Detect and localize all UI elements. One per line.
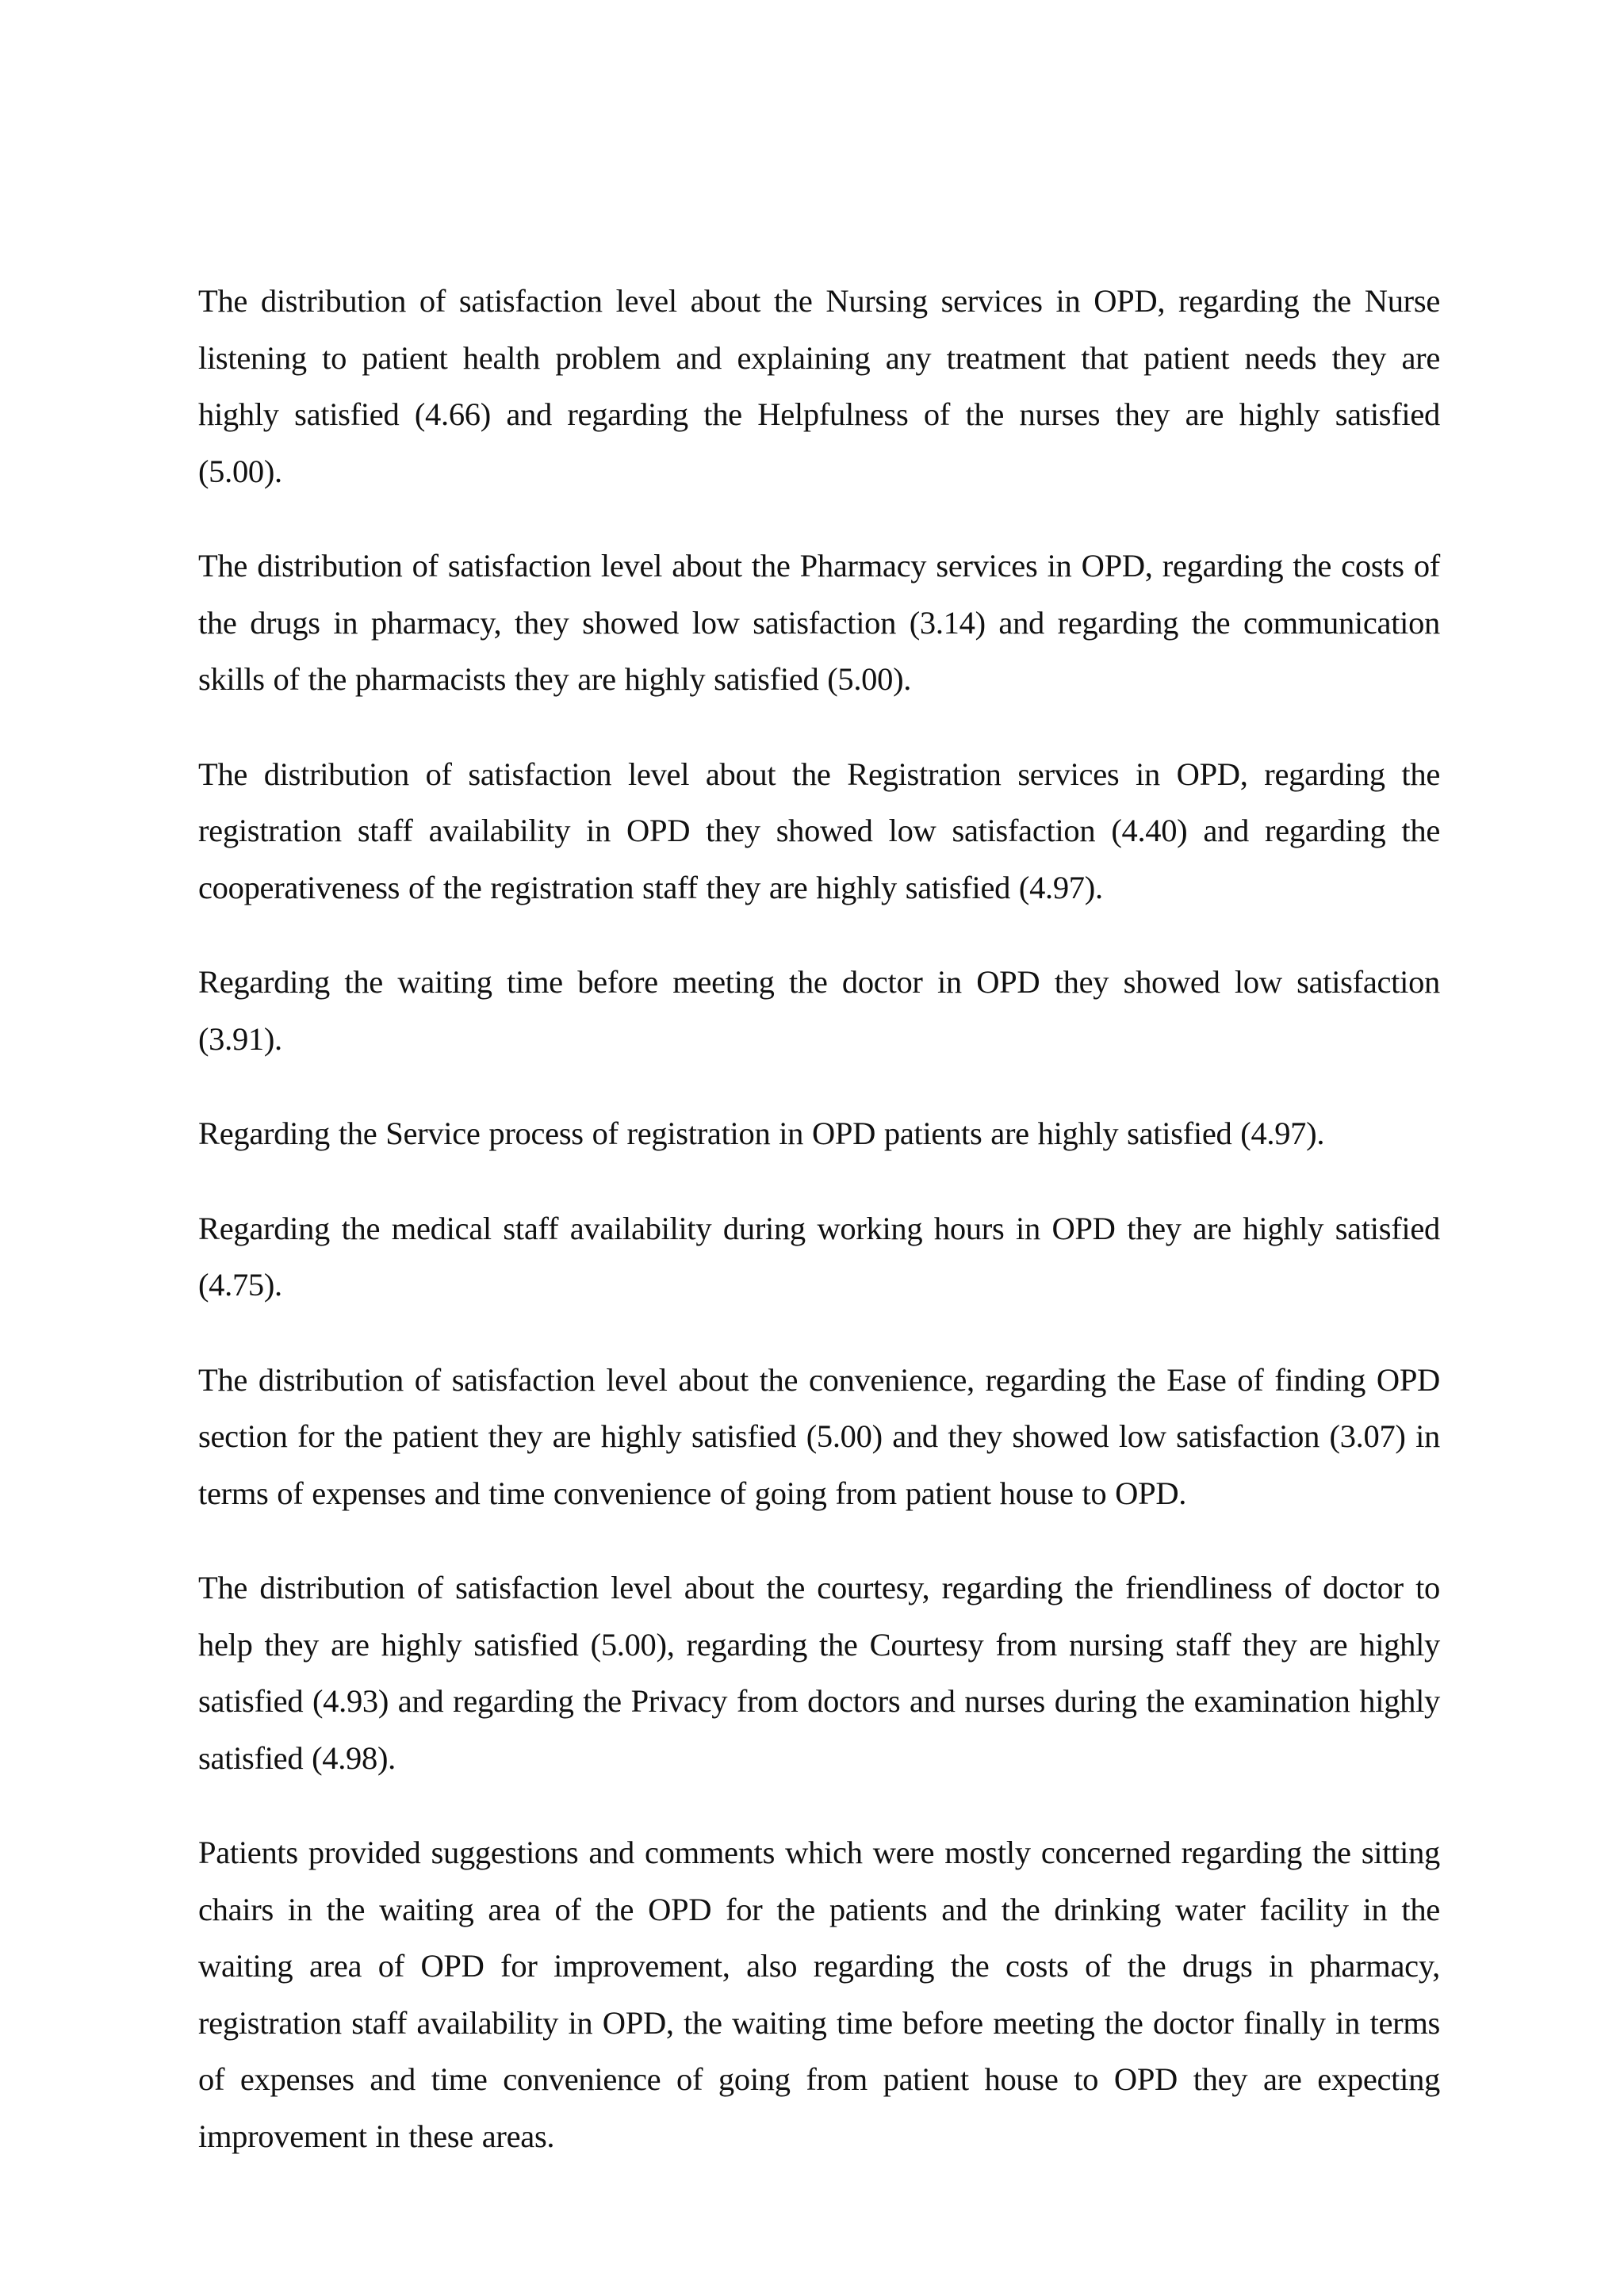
paragraph-pharmacy-services: The distribution of satisfaction level about the Pharmacy services in OPD, regarding the costs of the drugs in pharmacy, they showed low satisfaction (3.14) and regarding the communication skills of the pharmacists they are highly satisfied (5.00). — [198, 548, 1440, 697]
paragraph-registration-services: The distribution of satisfaction level about the Registration services in OPD, regarding the registration staff availability in OPD they showed low satisfaction (4.40) and regarding the cooperativeness of the registration staff they are highly satisfied (4.97). — [198, 756, 1440, 905]
paragraph-suggestions: Patients provided suggestions and comments which were mostly concerned regarding the sitting chairs in the waiting area of the OPD for the patients and the drinking water facility in the waiting area of OPD for improvement, also regarding the costs of the drugs in pharmacy, registration staff availability in OPD, the waiting time before meeting the doctor finally in terms of expenses and time convenience of going from patient house to OPD they are expecting improvement in these areas. — [198, 1835, 1440, 2154]
paragraph-convenience: The distribution of satisfaction level about the convenience, regarding the Ease of finding OPD section for the patient they are highly satisfied (5.00) and they showed low satisfaction (3.07) in terms of expenses and time convenience of going from patient house to OPD. — [198, 1361, 1440, 1511]
paragraph-registration-process: Regarding the Service process of registration in OPD patients are highly satisfied (4.97). — [198, 1115, 1325, 1151]
paragraph-nursing-services: The distribution of satisfaction level about the Nursing services in OPD, regarding the Nurse listening to patient health problem and explaining any treatment that patient needs they are highly satisfied (4.66) and regarding the Helpfulness of the nurses they are highly satisfied (5.00). — [198, 283, 1440, 489]
paragraph-waiting-time: Regarding the waiting time before meeting the doctor in OPD they showed low satisfaction (3.91). — [198, 964, 1440, 1057]
paragraph-medical-staff-availability: Regarding the medical staff availability during working hours in OPD they are highly satisfied (4.75). — [198, 1210, 1440, 1303]
paragraph-courtesy: The distribution of satisfaction level about the courtesy, regarding the friendliness of doctor to help they are highly satisfied (5.00), regarding the Courtesy from nursing staff they are highly satisfied (4.93) and regarding the Privacy from doctors and nurses during the examination highly satisfied (4.98). — [198, 1570, 1440, 1776]
document-body — [198, 273, 1440, 2202]
